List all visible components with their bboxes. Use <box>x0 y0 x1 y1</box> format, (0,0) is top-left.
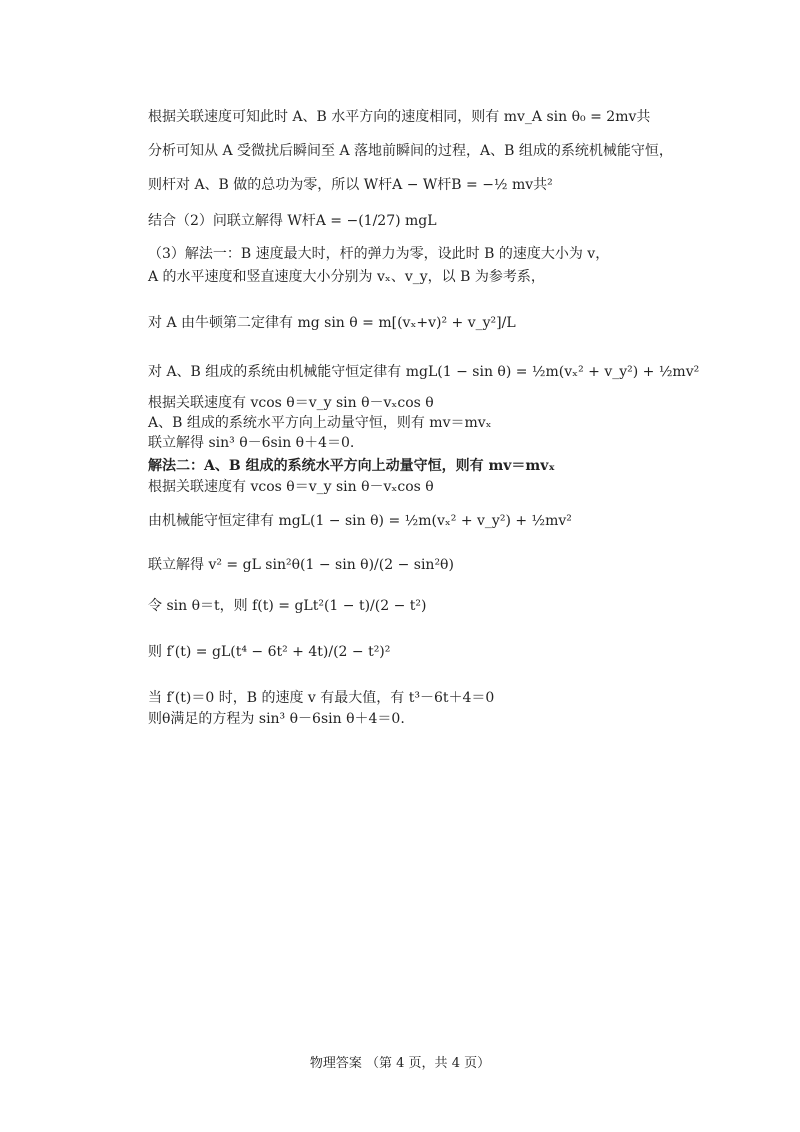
text-line: 对 A、B 组成的系统由机械能守恒定律有 mgL(1 − sin θ) = ½m(vₓ² + v_y²) + ½mv² <box>148 364 700 380</box>
text-line: 联立解得 sin³ θ－6sin θ＋4＝0. <box>148 435 355 451</box>
text-line: 联立解得 v² = gL sin²θ(1 − sin θ)/(2 − sin²θ) <box>148 557 454 573</box>
text-line: 解法二：A、B 组成的系统水平方向上动量守恒，则有 mv＝mvₓ <box>148 458 555 474</box>
page-footer: 物理答案 （第 4 页，共 4 页） <box>309 1056 491 1071</box>
text-line: 当 f′(t)＝0 时，B 的速度 v 有最大值，有 t³－6t＋4＝0 <box>148 690 495 706</box>
text-line: 根据关联速度有 vcos θ＝v_y sin θ－vₓcos θ <box>148 479 434 495</box>
text-line: A 的水平速度和竖直速度大小分别为 vₓ、v_y，以 B 为参考系， <box>148 269 545 285</box>
text-line: A、B 组成的系统水平方向上动量守恒，则有 mv＝mvₓ <box>148 415 492 431</box>
text-line: 分析可知从 A 受微扰后瞬间至 A 落地前瞬间的过程，A、B 组成的系统机械能守恒， <box>148 143 673 159</box>
text-line: 根据关联速度可知此时 A、B 水平方向的速度相同，则有 mv_A sin θ₀ = 2mv共 <box>148 109 651 125</box>
text-line: 令 sin θ＝t，则 f(t) = gLt²(1 − t)/(2 − t²) <box>148 598 427 614</box>
text-line: 则θ满足的方程为 sin³ θ－6sin θ＋4＝0. <box>148 711 405 727</box>
text-line: 根据关联速度有 vcos θ＝v_y sin θ－vₓcos θ <box>148 395 434 411</box>
text-line: 则杆对 A、B 做的总功为零，所以 W杆A − W杆B = −½ mv共² <box>148 177 553 193</box>
text-line: 则 f′(t) = gL(t⁴ − 6t² + 4t)/(2 − t²)² <box>148 644 391 660</box>
text-line: 由机械能守恒定律有 mgL(1 − sin θ) = ½m(vₓ² + v_y²) + ½mv² <box>148 513 572 529</box>
text-line: 对 A 由牛顿第二定律有 mg sin θ = m[(vₓ+v)² + v_y²]/L <box>148 315 516 331</box>
text-line: （3）解法一：B 速度最大时，杆的弹力为零，设此时 B 的速度大小为 v， <box>148 246 610 262</box>
text-line: 结合（2）问联立解得 W杆A = −(1/27) mgL <box>148 213 437 229</box>
